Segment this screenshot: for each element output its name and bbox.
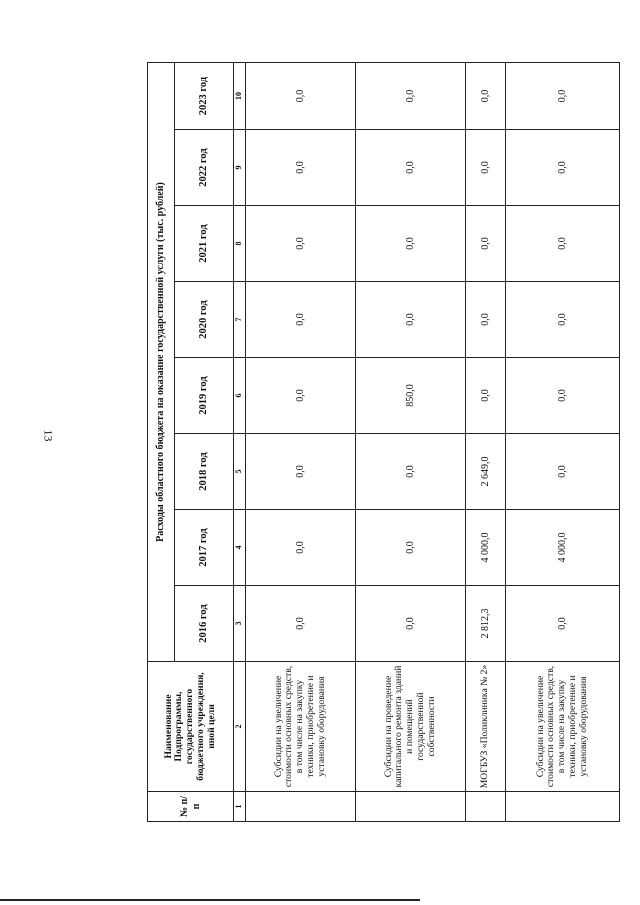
index-row — [234, 63, 246, 822]
row-value: 0,0 — [506, 206, 620, 282]
header-year: 2020 год — [175, 282, 234, 358]
page-number: 13 — [41, 429, 56, 442]
row-value: 0,0 — [506, 63, 620, 130]
header-expenses: Расходы областного бюджета на оказание государственной услуги (тыс. рублей) — [148, 63, 175, 662]
rotated-table-container — [147, 63, 612, 822]
header-year: 2018 год — [175, 434, 234, 510]
row-value: 850,0 — [356, 358, 466, 434]
row-value: 0,0 — [356, 434, 466, 510]
header-year: 2021 год — [175, 206, 234, 282]
row-value: 0,0 — [466, 130, 506, 206]
row-value: 0,0 — [246, 358, 356, 434]
row-value: 0,0 — [246, 130, 356, 206]
row-value: 0,0 — [246, 206, 356, 282]
row-num — [246, 792, 356, 822]
header-year: 2017 год — [175, 510, 234, 586]
index-cell: 7 — [234, 282, 246, 358]
row-value: 0,0 — [246, 586, 356, 662]
table-row — [356, 63, 466, 822]
row-name: МОГБУЗ «Поликлиника № 2» — [466, 662, 506, 792]
expenses-table — [147, 62, 620, 822]
row-num — [506, 792, 620, 822]
index-cell: 5 — [234, 434, 246, 510]
row-value: 0,0 — [246, 434, 356, 510]
index-cell: 8 — [234, 206, 246, 282]
header-row-top — [148, 63, 175, 822]
index-cell: 3 — [234, 586, 246, 662]
row-value: 0,0 — [466, 282, 506, 358]
header-year: 2023 год — [175, 63, 234, 130]
row-num — [466, 792, 506, 822]
row-value: 0,0 — [356, 130, 466, 206]
index-cell: 10 — [234, 63, 246, 130]
row-value: 0,0 — [506, 130, 620, 206]
header-year: 2022 год — [175, 130, 234, 206]
row-value: 4 000,0 — [506, 510, 620, 586]
row-value: 0,0 — [506, 586, 620, 662]
row-num — [356, 792, 466, 822]
row-name: Субсидии на проведение капитального ремонта зданий и помещений государственной собственности — [356, 662, 466, 792]
index-cell: 2 — [234, 662, 246, 792]
header-year: 2016 год — [175, 586, 234, 662]
row-value: 0,0 — [246, 282, 356, 358]
table-row — [466, 63, 506, 822]
row-value: 0,0 — [506, 358, 620, 434]
row-name: Субсидии на увеличение стоимости основных средств, в том числе на закупку техники, приобретение и установку оборудования — [246, 662, 356, 792]
table-row — [506, 63, 620, 822]
header-num: № п/п — [148, 792, 234, 822]
row-value: 4 000,0 — [466, 510, 506, 586]
row-value: 0,0 — [356, 586, 466, 662]
row-value: 0,0 — [466, 206, 506, 282]
index-cell: 6 — [234, 358, 246, 434]
row-value: 0,0 — [356, 282, 466, 358]
row-value: 0,0 — [466, 63, 506, 130]
row-value: 0,0 — [356, 206, 466, 282]
row-value: 0,0 — [246, 510, 356, 586]
bottom-rule — [0, 899, 420, 901]
row-value: 0,0 — [356, 510, 466, 586]
index-cell: 1 — [234, 792, 246, 822]
index-cell: 9 — [234, 130, 246, 206]
table-row — [246, 63, 356, 822]
header-year: 2019 год — [175, 358, 234, 434]
row-value: 0,0 — [506, 434, 620, 510]
row-value: 0,0 — [356, 63, 466, 130]
row-value: 2 649,0 — [466, 434, 506, 510]
row-value: 0,0 — [466, 358, 506, 434]
row-name: Субсидии на увеличение стоимости основных средств, в том числе на закупку техники, приобретение и установку оборудования — [506, 662, 620, 792]
index-cell: 4 — [234, 510, 246, 586]
row-value: 0,0 — [506, 282, 620, 358]
row-value: 2 812,3 — [466, 586, 506, 662]
header-name: Наименование Подпрограммы, государственного бюджетного учреждения, иной цели — [148, 662, 234, 792]
row-value: 0,0 — [246, 63, 356, 130]
